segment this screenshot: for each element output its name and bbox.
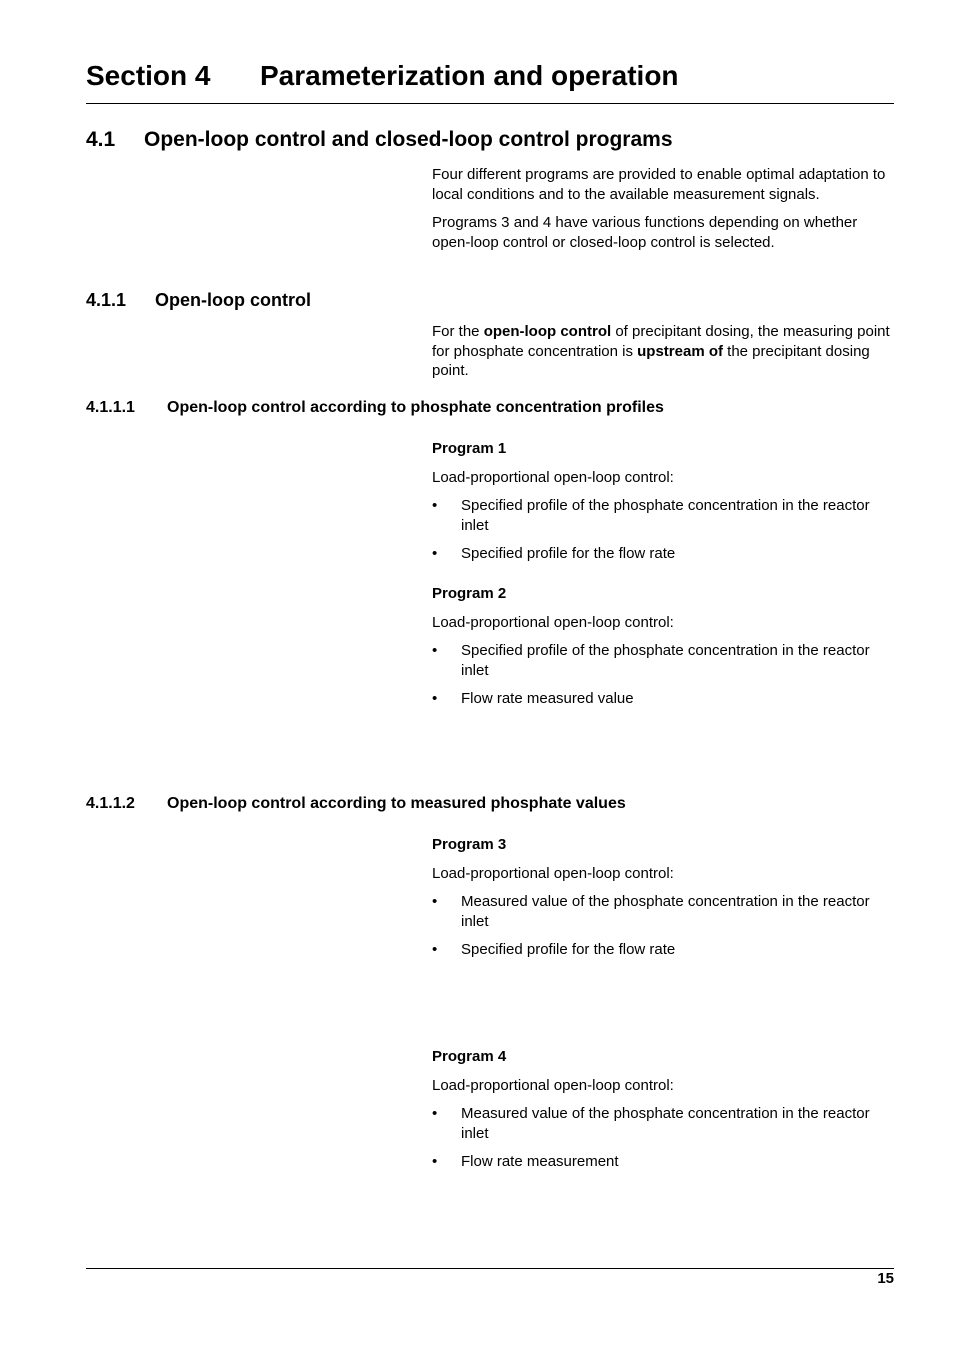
heading-4-1-1-1-title: Open-loop control according to phosphate concentration profiles [167, 399, 664, 416]
list-item-text: Specified profile for the flow rate [461, 545, 676, 562]
heading-4-1-1 [86, 290, 311, 311]
intro-paragraph-2: Programs 3 and 4 have various functions depending on whether open-loop control or closed-loop control is selected. [432, 214, 858, 251]
list-item [432, 1104, 894, 1143]
program-intro: Load-proportional open-loop control: [432, 613, 674, 631]
intro-paragraph-1: Four different programs are provided to enable optimal adaptation to local conditions and to the available measurement signals. [432, 166, 886, 203]
section-number: Section 4 [86, 60, 211, 91]
heading-4-1 [86, 128, 673, 152]
list-item [432, 940, 894, 960]
list-item-text: Measured value of the phosphate concentration in the reactor inlet [461, 893, 870, 930]
heading-4-1-title: Open-loop control and closed-loop control programs [144, 128, 673, 151]
bullet-icon: • [432, 642, 438, 659]
list-item [432, 892, 894, 931]
program-title: Program 2 [432, 585, 507, 602]
para-bold-open-loop: open-loop control [483, 323, 612, 340]
list-item-text: Specified profile of the phosphate concentration in the reactor inlet [461, 497, 870, 534]
para-text: the precipitant dosing point. [432, 342, 870, 379]
bullet-icon: • [432, 1105, 438, 1122]
intro-text-block [432, 165, 894, 252]
list-item [432, 641, 894, 680]
bullet-icon: • [432, 690, 438, 707]
program-1-block [432, 439, 894, 564]
program-4-block [432, 1047, 894, 1172]
program-intro: Load-proportional open-loop control: [432, 468, 674, 486]
program-title: Program 1 [432, 440, 507, 457]
heading-4-1-1-title: Open-loop control [155, 290, 311, 310]
section-title: Parameterization and operation [260, 60, 679, 91]
bullet-icon: • [432, 893, 438, 910]
program-title: Program 3 [432, 836, 507, 853]
header-rule [86, 103, 894, 104]
list-item [432, 544, 894, 564]
program-title: Program 4 [432, 1048, 507, 1065]
heading-4-1-1-1 [86, 399, 664, 417]
list-item [432, 689, 894, 709]
open-loop-paragraph [432, 322, 894, 381]
list-item-text: Flow rate measurement [461, 1153, 619, 1170]
list-item-text: Specified profile for the flow rate [461, 941, 676, 958]
section-heading [86, 60, 679, 92]
list-item-text: Measured value of the phosphate concentration in the reactor inlet [461, 1105, 870, 1142]
program-intro: Load-proportional open-loop control: [432, 1076, 674, 1094]
heading-4-1-1-2 [86, 795, 626, 813]
list-item [432, 496, 894, 535]
bullet-icon: • [432, 941, 438, 958]
list-item-text: Specified profile of the phosphate concentration in the reactor inlet [461, 642, 870, 679]
para-bold-upstream: upstream of [637, 342, 723, 360]
heading-4-1-1-1-number: 4.1.1.1 [86, 399, 135, 416]
para-text: For the [432, 323, 484, 340]
heading-4-1-1-number: 4.1.1 [86, 290, 127, 310]
open-loop-text-block [432, 322, 894, 381]
bullet-icon: • [432, 497, 438, 514]
heading-4-1-1-2-number: 4.1.1.2 [86, 795, 135, 812]
bullet-icon: • [432, 1153, 438, 1170]
list-item-text: Flow rate measured value [461, 690, 634, 707]
heading-4-1-1-2-title: Open-loop control according to measured phosphate values [167, 795, 626, 812]
bullet-icon: • [432, 545, 438, 562]
list-item [432, 1152, 894, 1172]
program-2-block [432, 584, 894, 709]
program-3-block [432, 835, 894, 960]
program-intro: Load-proportional open-loop control: [432, 864, 674, 882]
heading-4-1-number: 4.1 [86, 128, 116, 151]
footer-rule [86, 1268, 894, 1269]
page-number: 15 [877, 1270, 894, 1287]
para-text: of precipitant dosing, the measuring point for phosphate concentration is [432, 323, 890, 360]
